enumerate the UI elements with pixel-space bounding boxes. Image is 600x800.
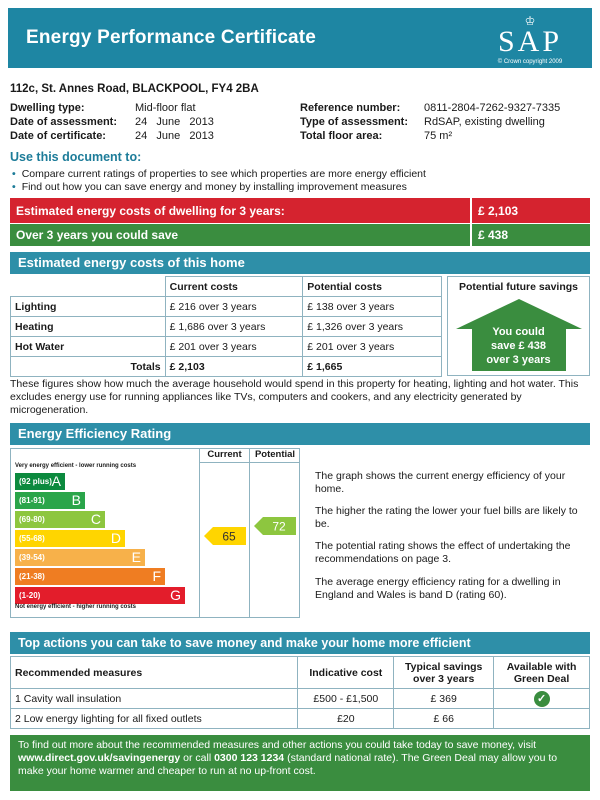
eer-text-1: The graph shows the current energy efficiency of your home. xyxy=(315,470,566,495)
dwelling-type-label: Dwelling type: xyxy=(10,102,85,114)
green-deal-cell xyxy=(494,689,590,709)
col-measures: Recommended measures xyxy=(11,657,298,689)
measure-name: 1 Cavity wall insulation xyxy=(11,689,298,709)
footer-text-2: or call xyxy=(183,752,212,764)
floor-area-label: Total floor area: xyxy=(300,130,383,142)
eer-band-range: (69-80) xyxy=(19,515,45,524)
savings-badge-line: save £ 438 xyxy=(490,340,547,352)
footer-info xyxy=(10,735,590,791)
current-rating-value: 65 xyxy=(222,529,236,544)
savings-label: Over 3 years you could save xyxy=(16,228,179,242)
eer-band-range: (92 plus) xyxy=(19,477,52,486)
eer-band-letter: G xyxy=(170,587,181,603)
footer-text-3: (standard national rate). The Green Deal may allow you to make your home warmer and cheaper to run at no up-front cost. xyxy=(18,752,558,777)
eer-col-potential: Potential xyxy=(250,449,300,463)
totals-row xyxy=(11,357,442,377)
eer-band-b xyxy=(15,492,85,509)
savings-badge-text xyxy=(448,325,589,367)
assessment-date-value: 24 June 2013 xyxy=(135,116,214,128)
assessment-type-label: Type of assessment: xyxy=(300,116,409,128)
col-potential-costs: Potential costs xyxy=(303,277,442,297)
certificate-date-value: 24 June 2013 xyxy=(135,130,214,142)
potential-cost-cell: £ 138 over 3 years xyxy=(303,297,442,317)
bullet-icon: • xyxy=(12,181,16,193)
measure-cost: £20 xyxy=(298,709,394,729)
details-left xyxy=(10,101,214,143)
use-bullet-2 xyxy=(12,181,407,193)
eer-band-range: (81-91) xyxy=(19,496,45,505)
savings-value: £ 438 xyxy=(470,224,508,246)
assessment-date-label: Date of assessment: xyxy=(10,116,117,128)
totals-potential: £ 1,665 xyxy=(303,357,442,377)
potential-cost-cell: £ 201 over 3 years xyxy=(303,337,442,357)
header-banner xyxy=(8,8,592,68)
eer-band-letter: C xyxy=(90,511,101,527)
row-label: Lighting xyxy=(11,297,166,317)
col-typical-savings: Typical savings over 3 years xyxy=(394,657,494,689)
savings-badge-line: You could xyxy=(492,326,545,338)
green-deal-cell xyxy=(494,709,590,729)
potential-rating-arrow xyxy=(254,517,296,535)
table-row xyxy=(11,709,590,729)
eer-band-d xyxy=(15,530,125,547)
row-label: Heating xyxy=(11,317,166,337)
costs-table xyxy=(10,276,442,377)
potential-cost-cell: £ 1,326 over 3 years xyxy=(303,317,442,337)
eer-band-a xyxy=(15,473,65,490)
eer-text-4: The average energy efficiency rating for a dwelling in England and Wales is band D (rating 60). xyxy=(315,576,561,601)
actions-table xyxy=(10,656,590,729)
eer-band-letter: A xyxy=(51,473,61,489)
measure-name: 2 Low energy lighting for all fixed outlets xyxy=(11,709,298,729)
savings-bar xyxy=(10,224,590,246)
eer-chart xyxy=(10,448,300,618)
use-bullet-1 xyxy=(12,168,426,180)
reference-label: Reference number: xyxy=(300,102,401,114)
eer-band-letter: E xyxy=(131,549,141,565)
eer-band-range: (55-68) xyxy=(19,534,45,543)
actions-section-header: Top actions you can take to save money and make your home more efficient xyxy=(10,632,590,654)
col-current-costs: Current costs xyxy=(165,277,303,297)
eer-band-letter: B xyxy=(71,492,81,508)
eer-bottom-label: Not energy efficient - higher running costs xyxy=(15,604,137,610)
costs-corner xyxy=(11,277,166,297)
footer-phone[interactable]: 0300 123 1234 xyxy=(214,752,285,764)
bullet-icon: • xyxy=(12,168,16,180)
row-label: Hot Water xyxy=(11,337,166,357)
eer-band-letter: D xyxy=(110,530,121,546)
table-row xyxy=(11,317,442,337)
eer-section-header: Energy Efficiency Rating xyxy=(10,423,590,445)
totals-current: £ 2,103 xyxy=(165,357,303,377)
col-cost: Indicative cost xyxy=(298,657,394,689)
col-green-deal: Available with Green Deal xyxy=(494,657,590,689)
current-rating-arrow xyxy=(204,527,246,545)
eer-top-label: Very energy efficient - lower running costs xyxy=(15,463,137,469)
totals-label: Totals xyxy=(11,357,166,377)
estimated-cost-value: £ 2,103 xyxy=(470,198,518,223)
property-address: 112c, St. Annes Road, BLACKPOOL, FY4 2BA xyxy=(10,83,259,95)
measure-savings: £ 66 xyxy=(394,709,494,729)
sap-logo xyxy=(480,14,580,65)
table-row xyxy=(11,337,442,357)
eer-band-range: (1-20) xyxy=(19,591,41,600)
actions-header-row xyxy=(11,657,590,689)
details-right xyxy=(300,101,560,143)
eer-col-current: Current xyxy=(200,449,249,463)
eer-band-letter: F xyxy=(152,568,161,584)
page-title: Energy Performance Certificate xyxy=(26,27,317,48)
floor-area-value: 75 m² xyxy=(424,130,453,142)
certificate-date-label: Date of certificate: xyxy=(10,130,106,142)
footer-link[interactable]: www.direct.gov.uk/savingenergy xyxy=(18,752,181,764)
estimated-cost-bar xyxy=(10,198,590,223)
costs-header-row xyxy=(11,277,442,297)
crown-icon: ♔ xyxy=(524,14,536,28)
costs-note: These figures show how much the average household would spend in this property for heating, lighting and hot water. This excludes energy use for running appliances like TVs, computers and cookers, and any electricity generated by microgeneration. xyxy=(10,378,579,416)
savings-badge-line: over 3 years xyxy=(486,354,551,366)
eer-band-range: (21-38) xyxy=(19,572,45,581)
reference-value: 0811-2804-7262-9327-7335 xyxy=(424,102,561,114)
footer-text-1: To find out more about the recommended measures and other actions you could take today to save money, visit xyxy=(18,739,537,751)
sap-logo-text: SAP xyxy=(497,25,563,58)
eer-band-e xyxy=(15,549,145,566)
copyright-text: © Crown copyright 2009 xyxy=(497,59,563,65)
current-cost-cell: £ 201 over 3 years xyxy=(165,337,303,357)
potential-savings-box xyxy=(447,276,590,376)
eer-band-g xyxy=(15,587,185,604)
bullet-text: Compare current ratings of properties to see which properties are more energy efficient xyxy=(21,168,426,180)
assessment-type-value: RdSAP, existing dwelling xyxy=(424,116,545,128)
eer-band-c xyxy=(15,511,105,528)
eer-band-f xyxy=(15,568,165,585)
table-row xyxy=(11,689,590,709)
bullet-text: Find out how you can save energy and money by installing improvement measures xyxy=(21,181,407,193)
potential-rating-value: 72 xyxy=(272,519,286,534)
costs-section-header: Estimated energy costs of this home xyxy=(10,252,590,274)
table-row xyxy=(11,297,442,317)
estimated-cost-label: Estimated energy costs of dwelling for 3 years: xyxy=(16,203,285,218)
eer-text-3: The potential rating shows the effect of undertaking the recommendations on page 3. xyxy=(315,540,571,565)
dwelling-type-value: Mid-floor flat xyxy=(135,102,196,114)
check-icon: ✓ xyxy=(534,691,550,707)
use-document-title: Use this document to: xyxy=(10,150,142,164)
eer-band-range: (39-54) xyxy=(19,553,45,562)
eer-text-2: The higher the rating the lower your fuel bills are likely to be. xyxy=(315,505,578,530)
current-cost-cell: £ 1,686 over 3 years xyxy=(165,317,303,337)
current-cost-cell: £ 216 over 3 years xyxy=(165,297,303,317)
measure-savings: £ 369 xyxy=(394,689,494,709)
col-potential-savings: Potential future savings xyxy=(458,281,579,293)
measure-cost: £500 - £1,500 xyxy=(298,689,394,709)
